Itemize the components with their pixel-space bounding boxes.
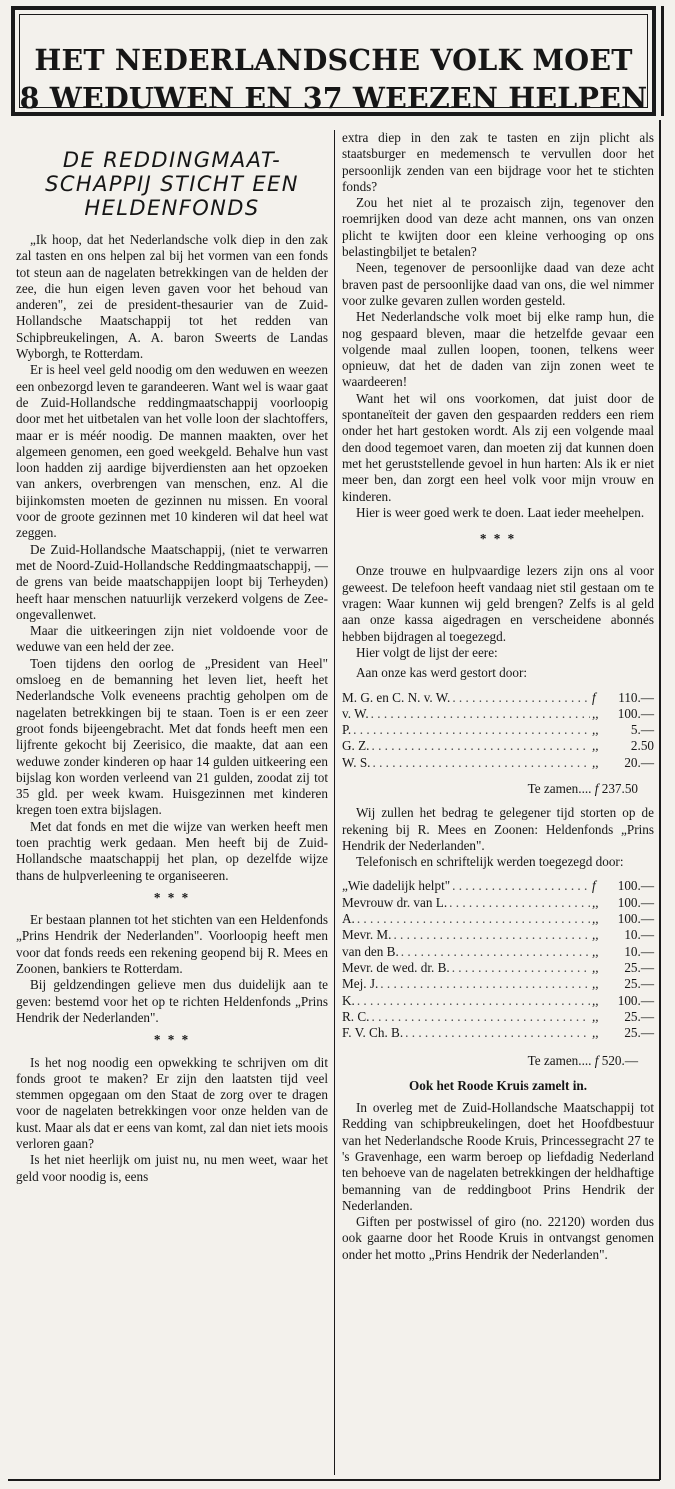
- red-cross-heading: Ook het Roode Kruis zamelt in.: [408, 1077, 588, 1093]
- paragraph: Toen tijdens den oorlog de „President van Heel" omsloeg en de bemanning het leven liet, heeft het Nederlandsche Volk eveneens prachtig geholpen om de nagelaten betrekkingen bij te staan. Toen is er een zeer groot fonds bijeengebracht. Met dat fonds heeft men een lijfrente gekocht bij Zeerisico, die maakte, dat aan een weduwe zonder kinderen op haar 14 gulden uitkeering een bijslag kon worden verleend van 21 gulden, zoodat zij tot 35 gld. per week kwam. Huisgezinnen met kinderen kregen toen extra bijslagen.: [16, 655, 328, 818]
- paragraph: Bij geldzendingen gelieve men dus duidelijk aan te geven: bestemd voor het op te richten Heldenfonds „Prins Hendrik der Nederlanden".: [16, 977, 328, 1025]
- paragraph: Wij zullen het bedrag te gelegener tijd storten op de rekening bij R. Mees en Zoonen: Heldenfonds „Prins Hendrik der Nederlanden".: [342, 805, 654, 853]
- paragraph: Met dat fonds en met die wijze van werken heeft men toen prachtig werk gedaan. Men heeft bij de Zuid-Hollandsche maatschappij het plan, op dezelfde wijze thans de hulpverleening te organiseeren.: [16, 818, 328, 883]
- headline-line-2: 8 WEDUWEN EN 37 WEEZEN HELPEN: [19, 81, 648, 115]
- paragraph: Het Nederlandsche volk moet bij elke ramp hun, die nog gespaard bleven, maar die hetzelfde gevaar een volgende maal zullen loopen, toonen, telkens weer opnieuw, dat het de daden van zijn zonen weet te waardeeren!: [342, 309, 654, 390]
- paragraph: „Ik hoop, dat het Nederlandsche volk diep in den zak zal tasten en ons helpen zal bij het vormen van een fonds tot steun aan de nagelaten betrekkingen van de helden der zee, die hun eigen leven gaven voor het behoud van anderen", zei de president-thesaurier van de Zuid-Hollandsche Maatschappij tot het redden van Schipbreukelingen, A. A. baron Sweerts de Landas Wyborgh, te Rotterdam.: [16, 232, 328, 362]
- ledger-row: Mej. J. . . . ,, 25.—: [342, 976, 654, 992]
- paragraph: Er bestaan plannen tot het stichten van een Heldenfonds „Prins Hendrik der Nederlanden". Voorloopig heeft men voor dat fonds reeds een rekening geopend bij R. Mees en Zoonen, bankiers te Rotterdam.: [16, 912, 328, 977]
- headline-shadow-rule: [661, 6, 664, 116]
- ledger-row: P. . . . ,, 5.—: [342, 722, 654, 738]
- donation-ledger-pledged: [342, 878, 654, 1069]
- ledger-row: K. . . . ,, 100.—: [342, 993, 654, 1009]
- section-separator: * * *: [153, 889, 191, 905]
- section-separator: * * *: [479, 531, 517, 547]
- ledger-row: F. V. Ch. B. . . . ,, 25.—: [342, 1025, 654, 1041]
- paragraph: Hier is weer goed werk te doen. Laat ieder meehelpen.: [356, 504, 645, 520]
- ledger-total: Te zamen.... f 520.—: [527, 1053, 638, 1069]
- bottom-rule: [8, 1479, 660, 1481]
- left-column: [16, 148, 328, 1185]
- ledger-row: Mevr. de wed. dr. B. . . . ,, 25.—: [342, 960, 654, 976]
- column-divider: [334, 130, 335, 1475]
- paragraph: Er is heel veel geld noodig om den weduwen en weezen een onbezorgd leven te garandeeren. Want wel is waar gaat de Zuid-Hollandsche reddingmaatschappij voorloopig door met het uitbetalen van het volle loon der slachtoffers, maar er is méér noodig. De mannen maakten, over het algemeen genomen, een goed weekgeld. Behalve hun vast loon hadden zij aardige bijverdiensten aan het opzoeken van ankers, overbrengen van menschen, enz. Al die bijinkomsten moeten de gezinnen nu missen. En vooral voor de groote gezinnen met 10 kinderen wil dat heel wat zeggen.: [16, 362, 328, 541]
- donation-ledger-paid: [342, 690, 654, 798]
- article-subhead: DE REDDINGMAAT- SCHAPPIJ STICHT EEN HELDENFONDS: [45, 148, 299, 220]
- paragraph: Hier volgt de lijst der eere:: [356, 644, 498, 660]
- paragraph: Is het niet heerlijk om juist nu, nu men weet, waar het geld voor noodig is, eens: [16, 1152, 328, 1184]
- ledger-row: v. W. . . . ,, 100.—: [342, 706, 654, 722]
- headline-box: [11, 6, 656, 116]
- ledger-row: A. . . . ,, 100.—: [342, 911, 654, 927]
- paragraph: In overleg met de Zuid-Hollandsche Maatschappij tot Redding van schipbreukelingen, doet het Hoofdbestuur van het Nederlandsche Roode Kruis, Princessegracht 27 te 's Gravenhage, een warm beroep op liefdadig Nederland ten behoeve van de nagelaten betrekkingen der heldhaftige bemanning van de reddingboot Prins Hendrik der Nederlanden.: [342, 1100, 654, 1213]
- ledger-row: R. C. . . . ,, 25.—: [342, 1009, 654, 1025]
- paragraph: Want het wil ons voorkomen, dat juist door de spontaneïteit der gaven den gespaarden redders een riem onder het hart gestoken wordt. Als zij een volgende maal den dood tegemoet varen, dan moeten zij dat kunnen doen met het geruststellende gevoel in hun harten: Als ik er niet meer ben, dan zorgt een heel volk voor mijn vrouw en kinderen.: [342, 390, 654, 504]
- ledger-row: Mevrouw dr. van L. . . . ,, 100.—: [342, 895, 654, 911]
- paragraph: Aan onze kas werd gestort door:: [356, 665, 528, 681]
- paragraph: Onze trouwe en hulpvaardige lezers zijn ons al voor geweest. De telefoon heeft vandaag niet stil gestaan om te vragen: Waar kunnen wij geld brengen? Zelfs is al geld aan onze kassa aigedragen en verscheidene abonnés hebben bijdragen al toegezegd.: [342, 563, 654, 644]
- paragraph: Is het nog noodig een opwekking te schrijven om dit fonds groot te maken? Er zijn den laatsten tijd veel stemmen opgegaan om den Staat de zorg over te dragen voor de nagelaten betrekkingen voor onze helden van de kust. Maar als dat er eens van komt, zal dan niet iets moois verloren gaan?: [16, 1054, 328, 1152]
- paragraph: De Zuid-Hollandsche Maatschappij, (niet te verwarren met de Noord-Zuid-Hollandsche Reddingmaatschappij, — de grens van beide maatschappijen loopt bij Terheyden) heeft haar menschen natuurlijk verzekerd volgens de Zee-ongevallenwet.: [16, 541, 328, 622]
- section-separator: * * *: [153, 1032, 191, 1048]
- ledger-row: „Wie dadelijk helpt" . . . f 100.—: [342, 878, 654, 894]
- paragraph: Telefonisch en schriftelijk werden toegezegd door:: [356, 854, 624, 870]
- ledger-row: M. G. en C. N. v. W. . . . f 110.—: [342, 690, 654, 706]
- right-column: [342, 130, 654, 1263]
- paragraph: Maar die uitkeeringen zijn niet voldoende voor de weduwe van een held der zee.: [16, 623, 328, 655]
- headline-line-1: HET NEDERLANDSCHE VOLK MOET: [34, 43, 633, 77]
- ledger-row: W. S. . . . ,, 20.—: [342, 755, 654, 771]
- ledger-row: van den B. . . . ,, 10.—: [342, 944, 654, 960]
- paragraph: Giften per postwissel of giro (no. 22120) worden dus ook gaarne door het Roode Kruis in ontvangst genomen onder het motto „Prins Hendrik der Nederlanden".: [342, 1214, 654, 1262]
- ledger-row: G. Z. . . . ,, 2.50: [342, 738, 654, 754]
- paragraph: extra diep in den zak te tasten en zijn plicht als staatsburger en medemensch te vervullen door het persoonlijk zenden van een bijdrage voor het te stichten fonds?: [342, 130, 654, 194]
- ledger-total: Te zamen.... f 237.50: [527, 780, 638, 796]
- paragraph: Zou het niet al te prozaisch zijn, tegenover den roemrijken dood van deze acht mannen, ons van onzen plicht te kwijten door een kleine verhooging op ons belastingbiljet te betalen?: [342, 195, 654, 260]
- right-border-rule: [659, 120, 661, 1480]
- paragraph: Neen, tegenover de persoonlijke daad van deze acht braven past de persoonlijke daad van ons, die wel nimmer voor zulke gevaren zullen worden gesteld.: [342, 260, 654, 308]
- ledger-row: Mevr. M. . . . ,, 10.—: [342, 927, 654, 943]
